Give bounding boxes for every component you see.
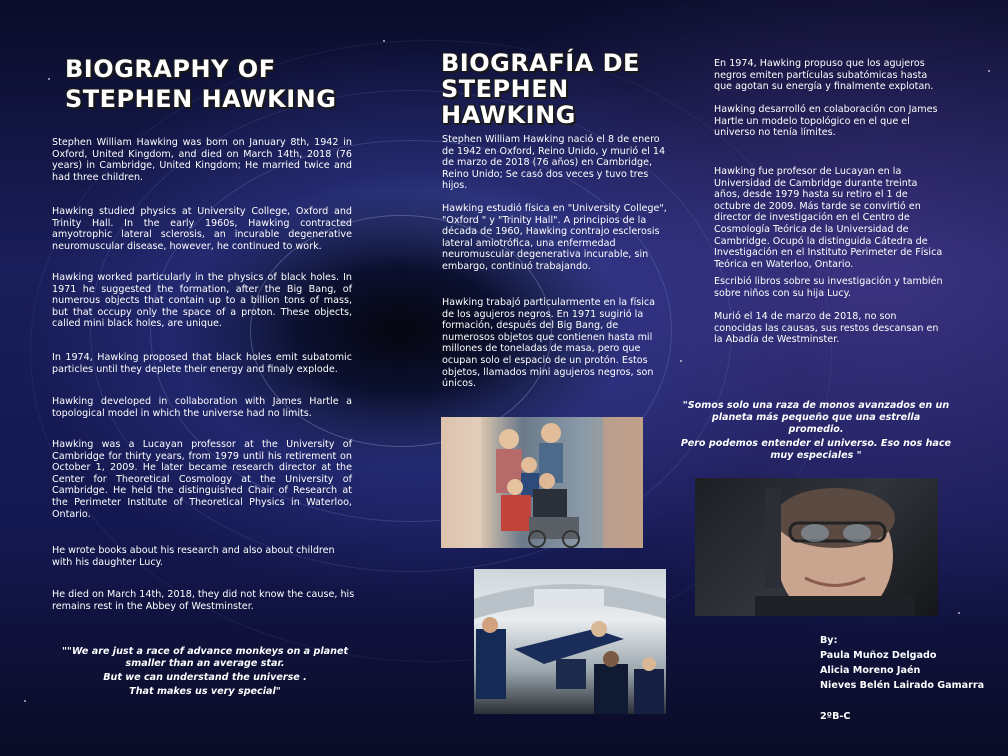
author-name: Paula Muñoz Delgado xyxy=(820,650,937,661)
spanish-paragraph: Escribió libros sobre su investigación y también sobre niños con su hija Lucy. xyxy=(714,276,943,299)
english-quote-line: That makes us very special" xyxy=(129,686,281,697)
english-title-line2: STEPHEN HAWKING xyxy=(65,85,337,113)
english-paragraph: He wrote books about his research and also about children with his daughter Lucy. xyxy=(52,545,335,568)
english-paragraph: Hawking worked particularly in the physics of black holes. In 1971 he suggested the formation, after the Big Bang, of numerous objects that contain up to a billion tons of mass, but that occupy only the space of a proton. These objects, called mini black holes, are unique. xyxy=(52,272,352,330)
author-name: Alicia Moreno Jaén xyxy=(820,665,921,676)
spanish-paragraph: Hawking trabajó particularmente en la física de los agujeros negros. En 1971 sugirió la formación, después del Big Bang, de numerosos objetos que contienen hasta mil millones de toneladas de masa, pero que ocupan solo el espacio de un protón. Estos objetos, llamados mini agujeros negros, son únicos. xyxy=(442,297,656,390)
spanish-title-line1: BIOGRAFÍA DE xyxy=(441,49,640,77)
spanish-title xyxy=(441,50,640,128)
spanish-paragraph: Hawking estudió física en "University College", "Oxford " y "Trinity Hall". A principios de la década de 1960, Hawking contrajo esclerosis lateral amiotrófica, una enfermedad neuromuscular degenerativa incurable, sin embargo, continuó trabajando. xyxy=(442,203,667,272)
star xyxy=(24,700,26,702)
english-paragraph: In 1974, Hawking proposed that black holes emit subatomic particles until they deplete their energy and finaly explode. xyxy=(52,352,352,375)
spanish-paragraph: Hawking desarrolló en colaboración con James Hartle un modelo topológico en el que el universo no tenía límites. xyxy=(714,104,938,139)
spanish-quote-line: planeta más pequeño que una estrella xyxy=(711,412,921,423)
portrait-photo xyxy=(695,478,938,616)
star xyxy=(48,78,50,80)
english-paragraph: Stephen William Hawking was born on January 8th, 1942 in Oxford, United Kingdom, and died on March 14th, 2018 (76 years) in Cambridge, United Kingdom; He married twice and had three children. xyxy=(52,137,352,183)
star xyxy=(988,70,990,72)
english-quote-line: But we can understand the universe . xyxy=(103,672,307,683)
spanish-title-line2: STEPHEN xyxy=(441,75,569,103)
star xyxy=(680,360,682,362)
zero-gravity-photo xyxy=(474,569,666,714)
spanish-paragraph: Murió el 14 de marzo de 2018, no son conocidas las causas, sus restos descansan en la Abadía de Westminster. xyxy=(714,311,939,346)
portrait-photo-art xyxy=(695,478,938,616)
star xyxy=(383,40,385,42)
spanish-title-line3: HAWKING xyxy=(441,101,576,129)
english-paragraph: He died on March 14th, 2018, they did not know the cause, his remains rest in the Abbey of Westminster. xyxy=(52,589,355,612)
zero-gravity-photo-art xyxy=(474,569,666,714)
spanish-paragraph: Stephen William Hawking nació el 8 de enero de 1942 en Oxford, Reino Unido, y murió el 14 de marzo de 2018 (76 años) en Cambridge, Reino Unido; Se casó dos veces y tuvo tres hijos. xyxy=(442,134,666,192)
spanish-quote-line: muy especiales " xyxy=(770,450,862,461)
star xyxy=(958,612,960,614)
credits-by-label: By: xyxy=(820,635,838,646)
class-label: 2ºB-C xyxy=(820,711,851,722)
spanish-quote-line: promedio. xyxy=(788,424,844,435)
spanish-quote-line: Pero podemos entender el universo. Eso nos hace xyxy=(680,438,952,449)
english-title-line1: BIOGRAPHY OF xyxy=(65,55,276,83)
family-photo xyxy=(441,417,643,548)
spanish-paragraph: En 1974, Hawking propuso que los agujeros negros emiten partículas subatómicas hasta que agotan su energía y finalmente explotan. xyxy=(714,58,934,93)
family-photo-art xyxy=(441,417,643,548)
spanish-quote-line: "Somos solo una raza de monos avanzados en un xyxy=(682,400,950,411)
english-paragraph: Hawking developed in collaboration with James Hartle a topological model in which the universe had no limits. xyxy=(52,396,352,419)
english-quote-line: smaller than an average star. xyxy=(125,658,285,669)
english-paragraph: Hawking was a Lucayan professor at the University of Cambridge for thirty years, from 1979 until his retirement on October 1, 2009. He later became research director at the Center for Theoretical Cosmology at the University of Cambridge. He held the distinguished Chair of Research at the Perimeter Institute of Theoretical Physics in Waterloo, Ontario. xyxy=(52,439,352,520)
english-quote-line: ""We are just a race of advance monkeys on a planet xyxy=(61,646,349,657)
english-quote xyxy=(55,646,355,698)
spanish-paragraph: Hawking fue profesor de Lucayan en la Universidad de Cambridge durante treinta años, desde 1979 hasta su retiro el 1 de octubre de 2009. Más tarde se convirtió en director de investigación en el Centro de Cosmología Teórica de la Universidad de Cambridge. Ocupó la distinguida Cátedra de Investigación en el Instituto Perimeter de Física Teórica en Waterloo, Ontario. xyxy=(714,166,943,270)
credits xyxy=(820,633,984,724)
english-paragraph: Hawking studied physics at University College, Oxford and Trinity Hall. In the early 1960s, Hawking contracted amyotrophic lateral sclerosis, an incurable degenerative neuromuscular disease, however, he continued to work. xyxy=(52,206,352,252)
spanish-quote xyxy=(678,400,954,462)
english-title xyxy=(65,54,336,114)
author-name: Nieves Belén Lairado Gamarra xyxy=(820,680,985,691)
